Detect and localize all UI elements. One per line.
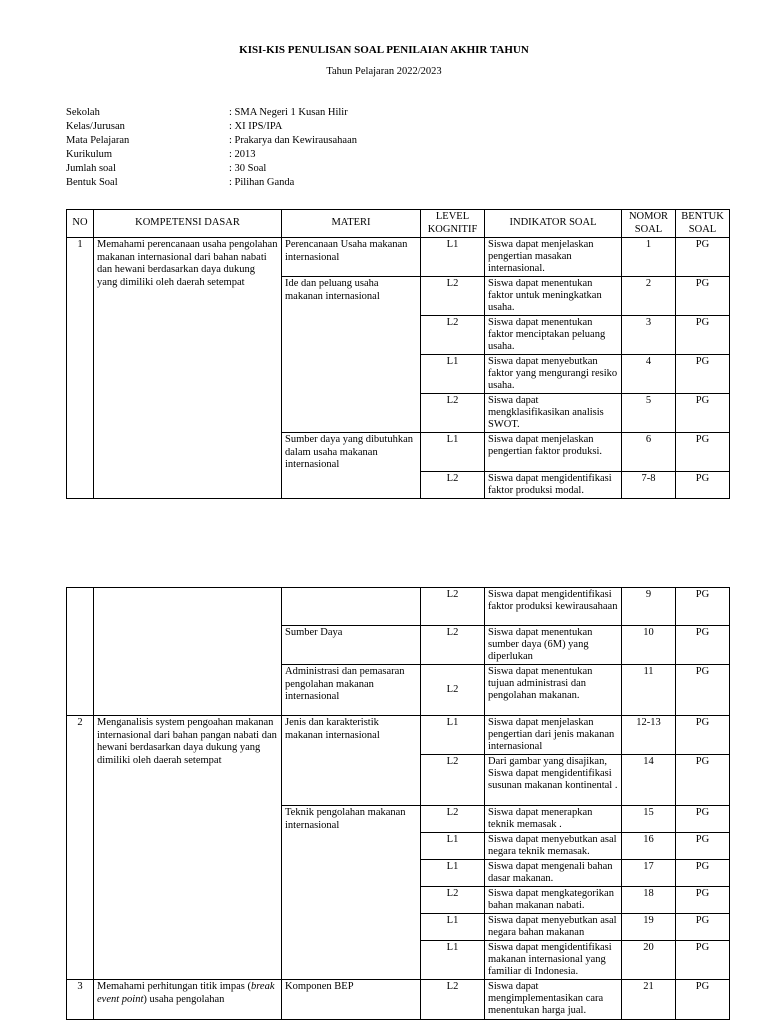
header-line: SOAL <box>634 223 663 235</box>
info-value: : 2013 <box>229 149 256 160</box>
bentuk-cell: PG <box>676 806 730 833</box>
row-no: 2 <box>67 716 94 980</box>
nomor-cell: 18 <box>622 887 676 914</box>
nomor-cell: 17 <box>622 860 676 887</box>
info-label: Kelas/Jurusan <box>66 121 125 132</box>
nomor-cell: 12-13 <box>622 716 676 755</box>
kd-text: Memahami perhitungan titik impas ( <box>97 981 251 992</box>
info-value: : Pilihan Ganda <box>229 177 295 188</box>
materi-cell: Ide dan peluang usaha makanan internasional <box>282 277 421 433</box>
nomor-cell: 4 <box>622 355 676 394</box>
nomor-cell: 20 <box>622 941 676 980</box>
indikator-cell: Siswa dapat menerapkan teknik memasak . <box>485 806 622 833</box>
indikator-cell: Siswa dapat menyebutkan asal negara bahan makanan <box>485 914 622 941</box>
kompetensi-dasar-cell: Menganalisis system pengoahan makanan internasional dari bahan pangan nabati dan hewani berdasarkan daya dukung yang dimiliki oleh daerah setempat <box>94 716 282 980</box>
materi-cell: Teknik pengolahan makanan internasional <box>282 806 421 980</box>
table-row <box>67 716 730 755</box>
materi-cell: Perencanaan Usaha makanan internasional <box>282 238 421 277</box>
bentuk-cell: PG <box>676 860 730 887</box>
indikator-cell: Siswa dapat menentukan faktor menciptakan peluang usaha. <box>485 316 622 355</box>
materi-cell: Administrasi dan pemasaran pengolahan makanan internasional <box>282 665 421 716</box>
table-row <box>67 980 730 1020</box>
level-cell: L1 <box>421 860 485 887</box>
level-cell: L2 <box>421 626 485 665</box>
col-header-no: NO <box>67 210 94 238</box>
info-row-kelas <box>66 121 357 135</box>
info-value: : SMA Negeri 1 Kusan Hilir <box>229 107 348 118</box>
indikator-cell: Siswa dapat menjelaskan pengertian masakan internasional. <box>485 238 622 277</box>
nomor-cell: 21 <box>622 980 676 1020</box>
nomor-cell: 5 <box>622 394 676 433</box>
info-label: Mata Pelajaran <box>66 135 130 146</box>
bentuk-cell: PG <box>676 472 730 499</box>
kompetensi-dasar-cell: Memahami perencanaan usaha pengolahan makanan internasional dari bahan nabati dan hewani berdasarkan daya dukung yang dimiliki oleh daerah setempat <box>94 238 282 499</box>
indikator-cell: Siswa dapat mengimplementasikan cara menentukan harga jual. <box>485 980 622 1020</box>
info-row-sekolah <box>66 107 357 121</box>
kompetensi-dasar-cell <box>94 980 282 1020</box>
indikator-cell: Siswa dapat menentukan tujuan administrasi dan pengolahan makanan. <box>485 665 622 716</box>
level-cell: L1 <box>421 833 485 860</box>
level-cell: L2 <box>421 665 485 716</box>
nomor-cell: 2 <box>622 277 676 316</box>
level-cell: L1 <box>421 238 485 277</box>
col-header-bentuk <box>676 210 730 238</box>
bentuk-cell: PG <box>676 941 730 980</box>
materi-cell: Komponen BEP <box>282 980 421 1020</box>
level-cell: L2 <box>421 316 485 355</box>
indikator-cell: Siswa dapat menentukan sumber daya (6M) yang diperlukan <box>485 626 622 665</box>
nomor-cell: 6 <box>622 433 676 472</box>
bentuk-cell: PG <box>676 665 730 716</box>
kd-text-italic: break event point <box>97 981 275 1005</box>
col-header-materi: MATERI <box>282 210 421 238</box>
document-title: KISI-KIS PENULISAN SOAL PENILAIAN AKHIR TAHUN <box>239 44 529 56</box>
academic-year: Tahun Pelajaran 2022/2023 <box>326 66 442 77</box>
info-block <box>66 107 357 191</box>
nomor-cell: 14 <box>622 755 676 806</box>
nomor-cell: 11 <box>622 665 676 716</box>
indikator-cell: Siswa dapat mengkategorikan bahan makanan nabati. <box>485 887 622 914</box>
info-value: : 30 Soal <box>229 163 267 174</box>
level-cell: L1 <box>421 716 485 755</box>
info-label: Sekolah <box>66 107 100 118</box>
bentuk-cell: PG <box>676 238 730 277</box>
bentuk-cell: PG <box>676 394 730 433</box>
info-row-kurikulum <box>66 149 357 163</box>
nomor-cell: 15 <box>622 806 676 833</box>
nomor-cell: 3 <box>622 316 676 355</box>
row-no-continued <box>67 588 94 716</box>
level-cell: L2 <box>421 394 485 433</box>
header-line: NOMOR <box>628 211 669 222</box>
info-row-jumlah <box>66 163 357 177</box>
info-label: Kurikulum <box>66 149 113 160</box>
materi-cell: Jenis dan karakteristik makanan internasional <box>282 716 421 806</box>
indikator-cell: Siswa dapat menentukan faktor untuk meningkatkan usaha. <box>485 277 622 316</box>
bentuk-cell: PG <box>676 626 730 665</box>
kisi-kisi-table-page-1 <box>66 209 730 499</box>
materi-cell: Sumber daya yang dibutuhkan dalam usaha makanan internasional <box>282 433 421 499</box>
col-header-nomor <box>622 210 676 238</box>
indikator-cell: Siswa dapat menyebutkan asal negara teknik memasak. <box>485 833 622 860</box>
bentuk-cell: PG <box>676 716 730 755</box>
nomor-cell: 10 <box>622 626 676 665</box>
header-line: SOAL <box>688 223 717 235</box>
bentuk-cell: PG <box>676 980 730 1020</box>
bentuk-cell: PG <box>676 355 730 394</box>
level-cell: L2 <box>421 755 485 806</box>
bentuk-cell: PG <box>676 277 730 316</box>
materi-cell-empty <box>282 588 421 626</box>
indikator-cell: Dari gambar yang disajikan, Siswa dapat mengidentifikasi susunan makanan kontinental . <box>485 755 622 806</box>
bentuk-cell: PG <box>676 316 730 355</box>
materi-cell: Sumber Daya <box>282 626 421 665</box>
info-value: : XI IPS/IPA <box>229 121 283 132</box>
bentuk-cell: PG <box>676 433 730 472</box>
bentuk-cell: PG <box>676 755 730 806</box>
nomor-cell: 1 <box>622 238 676 277</box>
nomor-cell: 16 <box>622 833 676 860</box>
bentuk-cell: PG <box>676 887 730 914</box>
kisi-kisi-table-page-2 <box>66 587 730 1020</box>
bentuk-cell: PG <box>676 588 730 626</box>
level-cell: L2 <box>421 980 485 1020</box>
header-line: LEVEL <box>435 211 470 222</box>
level-cell: L1 <box>421 941 485 980</box>
nomor-cell: 7-8 <box>622 472 676 499</box>
level-cell: L2 <box>421 806 485 833</box>
indikator-cell: Siswa dapat menjelaskan pengertian faktor produksi. <box>485 433 622 472</box>
table-row <box>67 238 730 277</box>
indikator-cell: Siswa dapat mengidentifikasi faktor produksi modal. <box>485 472 622 499</box>
indikator-cell: Siswa dapat menjelaskan pengertian dari jenis makanan internasional <box>485 716 622 755</box>
col-header-indikator: INDIKATOR SOAL <box>485 210 622 238</box>
level-cell: L2 <box>421 588 485 626</box>
level-cell: L2 <box>421 472 485 499</box>
table-row <box>67 588 730 626</box>
level-cell: L1 <box>421 355 485 394</box>
info-row-bentuk <box>66 177 357 191</box>
level-cell: L1 <box>421 914 485 941</box>
header-line: KOGNITIF <box>427 223 478 235</box>
table-header-row <box>67 210 730 238</box>
info-label: Bentuk Soal <box>66 177 118 188</box>
row-no: 3 <box>67 980 94 1020</box>
level-cell: L1 <box>421 433 485 472</box>
info-row-mapel <box>66 135 357 149</box>
level-cell: L2 <box>421 887 485 914</box>
info-label: Jumlah soal <box>66 163 116 174</box>
header-line: BENTUK <box>681 211 724 222</box>
kd-text: ) usaha pengolahan <box>143 993 225 1005</box>
level-cell: L2 <box>421 277 485 316</box>
indikator-cell: Siswa dapat mengenali bahan dasar makanan. <box>485 860 622 887</box>
bentuk-cell: PG <box>676 914 730 941</box>
indikator-cell: Siswa dapat mengidentifikasi faktor produksi kewirausahaan <box>485 588 622 626</box>
indikator-cell: Siswa dapat mengklasifikasikan analisis SWOT. <box>485 394 622 433</box>
nomor-cell: 19 <box>622 914 676 941</box>
info-value: : Prakarya dan Kewirausahaan <box>229 135 357 146</box>
nomor-cell: 9 <box>622 588 676 626</box>
row-no: 1 <box>67 238 94 499</box>
col-header-kd: KOMPETENSI DASAR <box>94 210 282 238</box>
indikator-cell: Siswa dapat menyebutkan faktor yang mengurangi resiko usaha. <box>485 355 622 394</box>
kompetensi-dasar-continued <box>94 588 282 716</box>
bentuk-cell: PG <box>676 833 730 860</box>
indikator-cell: Siswa dapat mengidentifikasi makanan internasional yang familiar di Indonesia. <box>485 941 622 980</box>
col-header-level <box>421 210 485 238</box>
